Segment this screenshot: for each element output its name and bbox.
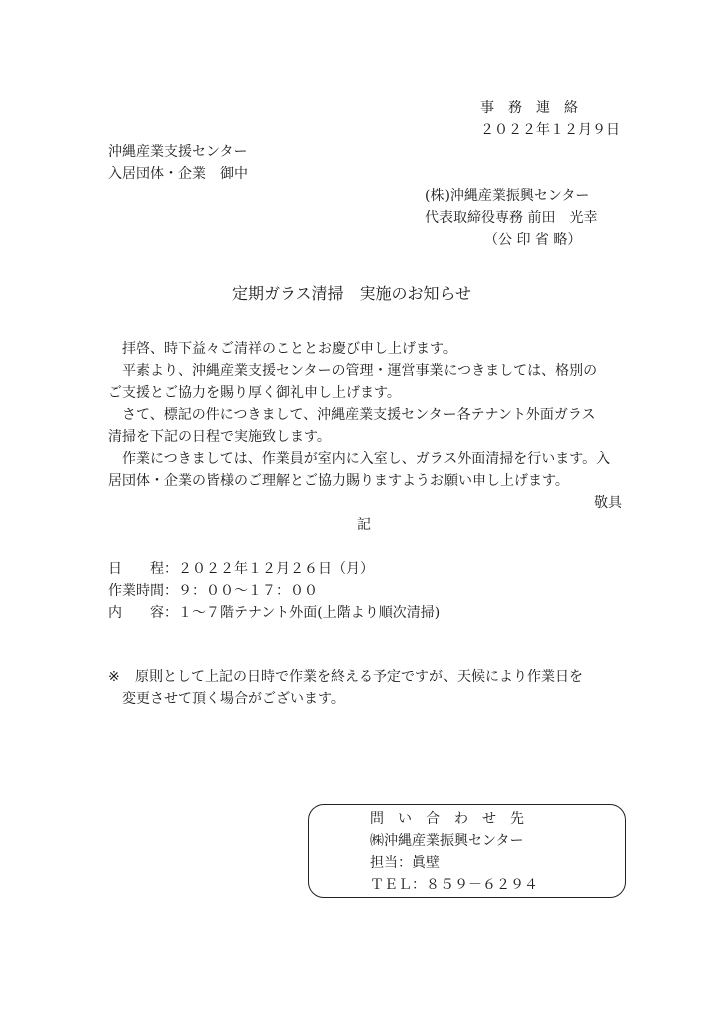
document-type: 事 務 連 絡 bbox=[480, 100, 578, 116]
detail-date-row bbox=[108, 560, 374, 578]
detail-time-row bbox=[108, 582, 318, 600]
note-line-2: 変更させて頂く場合がございます。 bbox=[122, 691, 345, 707]
detail-time-label: 作業時間： bbox=[108, 583, 178, 599]
contact-tel: ＴＥＬ：８５９－６２９４ bbox=[370, 877, 538, 893]
detail-content-row bbox=[108, 604, 440, 622]
sender-company: (株)沖縄産業振興センター bbox=[425, 188, 590, 204]
body-paragraph-2-line-1: 平素より、沖縄産業支援センターの管理・運営事業につきましては、格別の bbox=[122, 363, 598, 379]
detail-time-value: ９：００～１７：００ bbox=[178, 583, 318, 599]
body-paragraph-2-line-2: ご支援とご協力を賜り厚く御礼申し上げます。 bbox=[108, 385, 401, 401]
note-mark: ※ bbox=[108, 669, 120, 685]
ki-heading: 記 bbox=[357, 517, 371, 533]
document-date: ２０２２年１２月９日 bbox=[480, 122, 620, 138]
detail-date-label: 日 程： bbox=[108, 561, 178, 577]
recipient-line-1: 沖縄産業支援センター bbox=[108, 144, 248, 160]
sender-representative: 代表取締役専務 前田 光幸 bbox=[425, 210, 598, 226]
page-title: 定期ガラス清掃 実施のお知らせ bbox=[232, 284, 472, 303]
body-paragraph-1: 拝啓、時下益々ご清祥のこととお慶び申し上げます。 bbox=[122, 341, 457, 357]
detail-date-value: ２０２２年１２月２６日（月） bbox=[178, 561, 374, 577]
contact-company: ㈱沖縄産業振興センター bbox=[370, 833, 524, 849]
closing-word: 敬具 bbox=[594, 495, 622, 511]
official-seal-omitted: （公 印 省 略） bbox=[484, 232, 582, 248]
contact-heading: 問 い 合 わ せ 先 bbox=[370, 811, 524, 827]
body-paragraph-4-line-1: 作業につきましては、作業員が室内に入室し、ガラス外面清掃を行います。入 bbox=[122, 451, 611, 467]
note-line-1: 原則として上記の日時で作業を終える予定ですが、天候により作業日を bbox=[135, 669, 583, 685]
body-paragraph-3-line-1: さて、標記の件につきまして、沖縄産業支援センター各テナント外面ガラス bbox=[122, 407, 596, 423]
contact-person: 担当：眞壁 bbox=[370, 855, 440, 871]
body-paragraph-4-line-2: 居団体・企業の皆様のご理解とご協力賜りますようお願い申し上げます。 bbox=[108, 473, 569, 489]
recipient-line-2: 入居団体・企業 御中 bbox=[108, 166, 248, 182]
body-paragraph-3-line-2: 清掃を下記の日程で実施致します。 bbox=[108, 429, 331, 445]
detail-content-label: 内 容： bbox=[108, 605, 178, 621]
detail-content-value: １～７階テナント外面(上階より順次清掃) bbox=[178, 605, 441, 621]
